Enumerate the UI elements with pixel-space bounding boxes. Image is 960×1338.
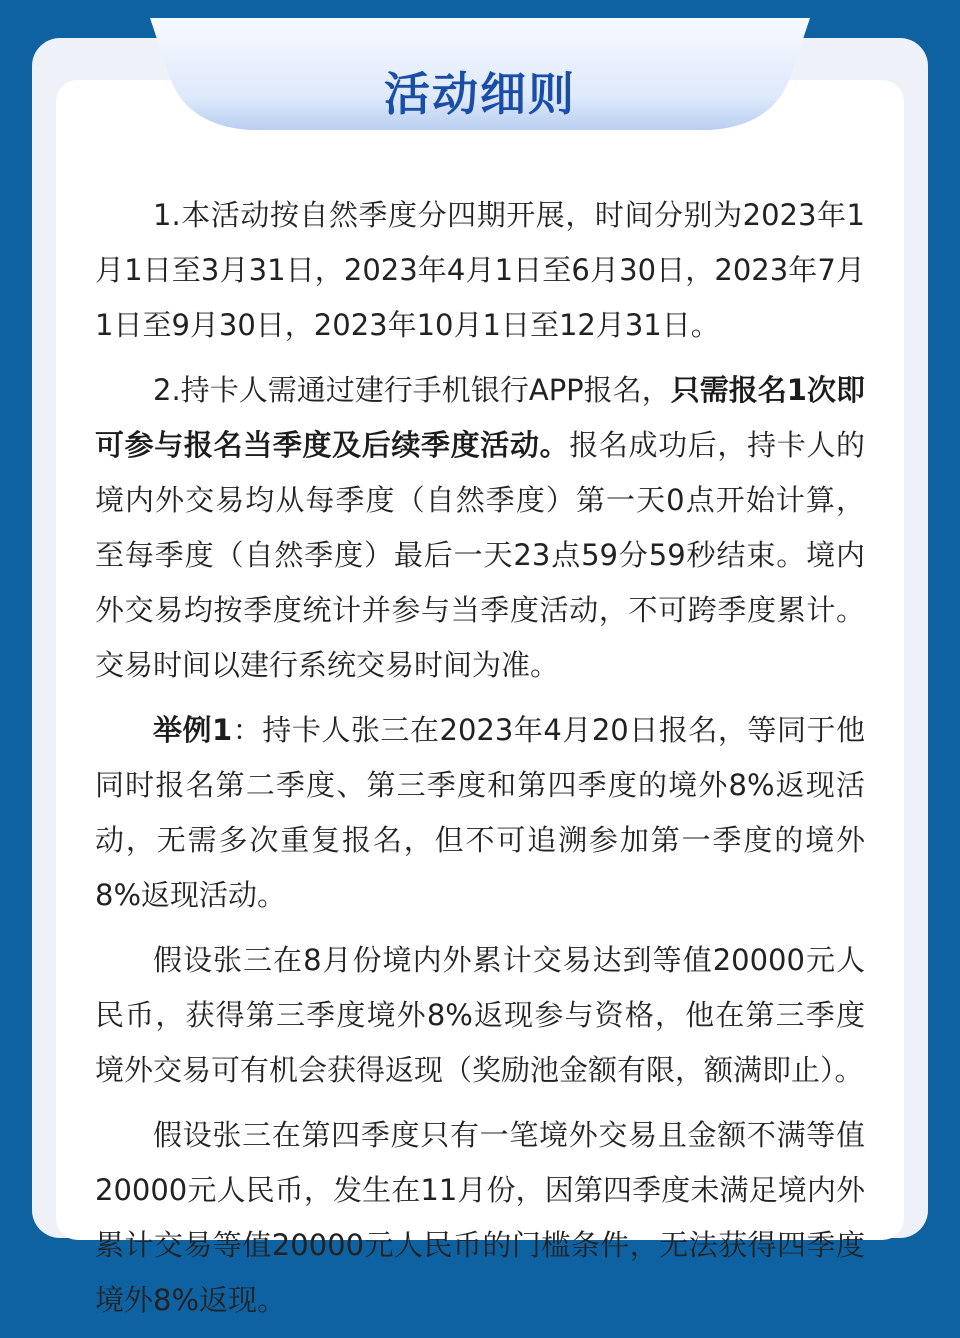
rule-2-highlight: 只需报名1次即可参与报名当季度及后续季度活动。 bbox=[95, 373, 865, 462]
rule-2-lead: 2.持卡人需通过建行手机银行APP报名， bbox=[153, 373, 671, 407]
rules-content bbox=[95, 188, 865, 1338]
rule-paragraph-2 bbox=[95, 363, 865, 693]
example-paragraph bbox=[95, 703, 865, 923]
page-title: 活动细则 bbox=[384, 67, 576, 121]
rule-paragraph-1: 1.本活动按自然季度分四期开展，时间分别为2023年1月1日至3月31日，2023年4月1日至6月30日，2023年7月1日至9月30日，2023年10月1日至12月31日。 bbox=[95, 198, 865, 342]
example-label: 举例1 bbox=[153, 713, 233, 747]
title-banner bbox=[150, 18, 810, 132]
rule-2-rest: 报名成功后，持卡人的境内外交易均从每季度（自然季度）第一天0点开始计算，至每季度（自然季度）最后一天23点59分59秒结束。境内外交易均按季度统计并参与当季度活动，不可跨季度累计。交易时间以建行系统交易时间为准。 bbox=[95, 428, 865, 682]
scenario-paragraph-1: 假设张三在8月份境内外累计交易达到等值20000元人民币，获得第三季度境外8%返现参与资格，他在第三季度境外交易可有机会获得返现（奖励池金额有限，额满即止）。 bbox=[95, 943, 865, 1087]
example-text: ：持卡人张三在2023年4月20日报名，等同于他同时报名第二季度、第三季度和第四季度的境外8%返现活动，无需多次重复报名，但不可追溯参加第一季度的境外8%返现活动。 bbox=[95, 713, 866, 912]
scenario-paragraph-2: 假设张三在第四季度只有一笔境外交易且金额不满等值20000元人民币，发生在11月份，因第四季度未满足境内外累计交易等值20000元人民币的门槛条件，无法获得四季度境外8%返现。 bbox=[95, 1118, 865, 1317]
